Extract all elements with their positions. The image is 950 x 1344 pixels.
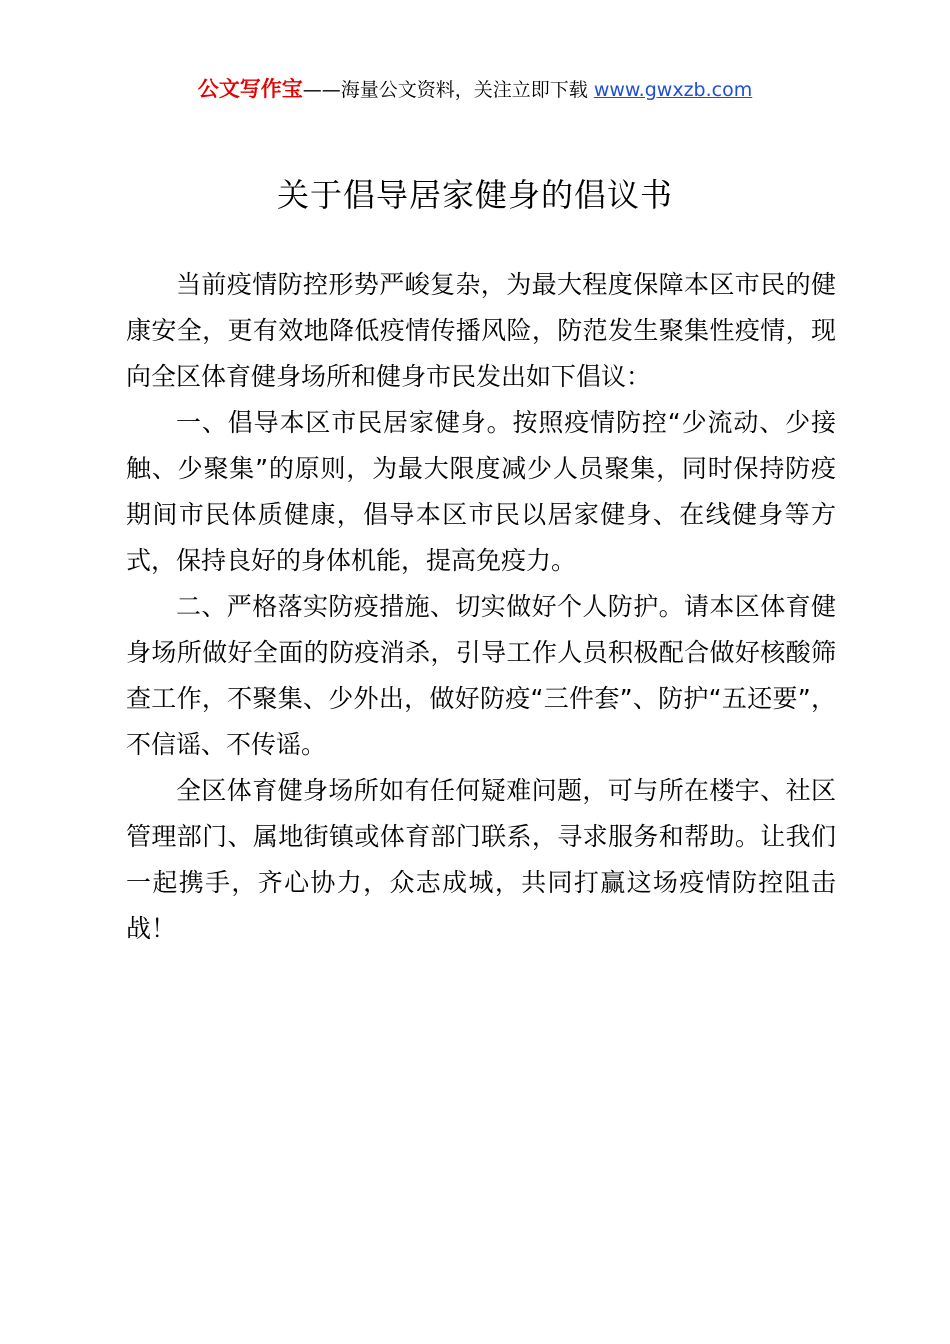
brand-name: 公文写作宝: [197, 77, 303, 101]
paragraph-intro: 当前疫情防控形势严峻复杂，为最大程度保障本区市民的健康安全，更有效地降低疫情传播风险，防范发生聚集性疫情，现向全区体育健身场所和健身市民发出如下倡议：: [126, 270, 836, 391]
paragraph-point-2: 二、严格落实防疫措施、切实做好个人防护。请本区体育健身场所做好全面的防疫消杀，引导工作人员积极配合做好核酸筛查工作，不聚集、少外出，做好防疫“三件套”、防护“五还要”，不信谣、不传谣。: [126, 592, 836, 759]
header-tagline: ——海量公文资料，关注立即下载: [302, 79, 594, 101]
site-link[interactable]: www.gwxzb.com: [593, 79, 753, 101]
document-body: [126, 262, 836, 952]
document-title: 关于倡导居家健身的倡议书: [276, 176, 673, 214]
paragraph-point-1: 一、倡导本区市民居家健身。按照疫情防控“少流动、少接触、少聚集”的原则，为最大限度减少人员聚集，同时保持防疫期间市民体质健康，倡导本区市民以居家健身、在线健身等方式，保持良好的身体机能，提高免疫力。: [126, 408, 836, 575]
paragraph-closing: 全区体育健身场所如有任何疑难问题，可与所在楼宇、社区管理部门、属地街镇或体育部门联系，寻求服务和帮助。让我们一起携手，齐心协力，众志成城，共同打赢这场疫情防控阻击战！: [126, 776, 836, 943]
page-header: [0, 74, 950, 105]
